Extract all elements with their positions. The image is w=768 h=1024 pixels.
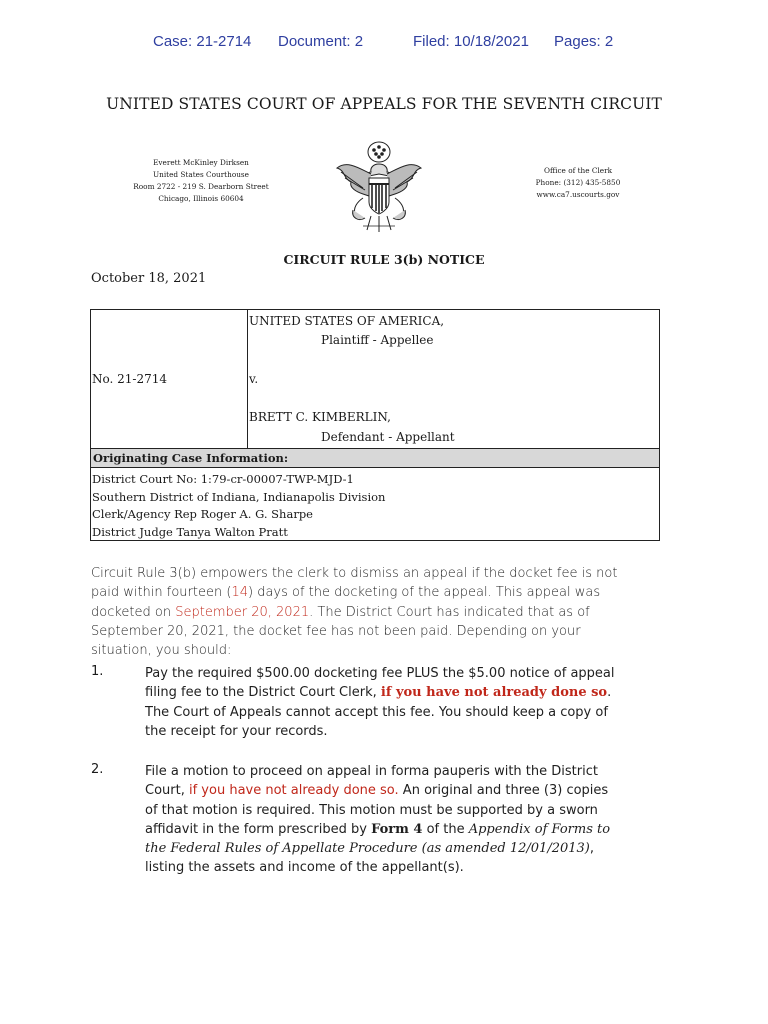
case-no: No. 21-2714 bbox=[92, 372, 168, 386]
clerk-office: Office of the Clerk bbox=[543, 166, 613, 175]
district-court-no: District Court No: 1:79-cr-00007-TWP-MJD-1 bbox=[92, 472, 354, 486]
document-number: Document: 2 bbox=[278, 33, 364, 50]
item-text: , listing the assets and income of the appellant(s). bbox=[145, 841, 594, 876]
fourteen-days: 14 bbox=[231, 585, 248, 601]
item-number: 1. bbox=[91, 664, 104, 679]
address-line: United States Courthouse bbox=[153, 170, 249, 179]
item-text: of the bbox=[422, 821, 469, 837]
district-judge: District Judge Tanya Walton Pratt bbox=[92, 524, 288, 539]
courthouse-address bbox=[112, 157, 290, 205]
docket-header bbox=[0, 33, 768, 53]
plaintiff-role: Plaintiff - Appellee bbox=[321, 333, 434, 347]
instruction-item bbox=[145, 762, 623, 878]
item-text: Pay the required $500.00 docketing fee PLUS the $5.00 notice of appeal filing fee to the District Court Clerk, bbox=[145, 666, 615, 701]
case-number: Case: 21-2714 bbox=[153, 33, 252, 50]
court-title: UNITED STATES COURT OF APPEALS FOR THE SEVENTH CIRCUIT bbox=[106, 95, 662, 113]
rule-paragraph bbox=[91, 564, 631, 660]
appendix-reference: Appendix of Forms to the Federal Rules of Appellate Procedure (as amended 12/01/2013) bbox=[145, 821, 611, 857]
address-line: Everett McKinley Dirksen bbox=[153, 158, 249, 167]
originating-case-info bbox=[92, 471, 385, 541]
form-reference: Form 4 bbox=[371, 821, 423, 837]
defendant-name: BRETT C. KIMBERLIN, bbox=[249, 410, 391, 424]
clerk-contact bbox=[508, 165, 648, 201]
clerk-website: www.ca7.uscourts.gov bbox=[536, 190, 620, 199]
paragraph-text: . The District Court has indicated that as of September 20, 2021, the docket fee has not been paid. Depending on your situation, you should: bbox=[91, 604, 590, 659]
item-highlight: if you have not already done so. bbox=[188, 783, 399, 799]
item-text: File a motion to proceed on appeal in forma pauperis with the District Court, bbox=[145, 764, 598, 799]
paragraph-text: ) days of the docketing of the appeal. This appeal was docketed on bbox=[91, 585, 601, 620]
filed-date: Filed: 10/18/2021 bbox=[413, 33, 529, 50]
item-number: 2. bbox=[91, 762, 104, 777]
instruction-item bbox=[145, 664, 623, 741]
address-line: Room 2722 - 219 S. Dearborn Street bbox=[133, 182, 269, 191]
paragraph-text: Circuit Rule 3(b) empowers the clerk to dismiss an appeal if the docket fee is not paid within fourteen ( bbox=[91, 566, 618, 601]
page-count: Pages: 2 bbox=[554, 33, 614, 50]
item-text: An original and three (3) copies of that motion is required. This motion must be supported by a sworn affidavit in the form prescribed by bbox=[145, 783, 609, 837]
item-text: . The Court of Appeals cannot accept this fee. You should keep a copy of the receipt for your records. bbox=[145, 685, 612, 739]
notice-title: CIRCUIT RULE 3(b) NOTICE bbox=[283, 252, 485, 267]
originating-case-header: Originating Case Information: bbox=[91, 448, 659, 468]
clerk-phone: Phone: (312) 435-5850 bbox=[535, 178, 621, 187]
notice-date: October 18, 2021 bbox=[91, 271, 207, 286]
plaintiff-name: UNITED STATES OF AMERICA, bbox=[249, 314, 445, 328]
item-highlight: if you have not already done so bbox=[380, 685, 608, 701]
clerk-rep: Clerk/Agency Rep Roger A. G. Sharpe bbox=[92, 507, 313, 522]
defendant-role: Defendant - Appellant bbox=[321, 430, 455, 444]
table-divider bbox=[247, 310, 248, 448]
district-name: Southern District of Indiana, Indianapolis Division bbox=[92, 489, 386, 504]
versus: v. bbox=[249, 372, 259, 386]
case-caption-table bbox=[90, 309, 660, 541]
eagle-seal-icon bbox=[333, 138, 425, 234]
docket-date: September 20, 2021 bbox=[175, 604, 310, 620]
address-line: Chicago, Illinois 60604 bbox=[158, 194, 244, 203]
